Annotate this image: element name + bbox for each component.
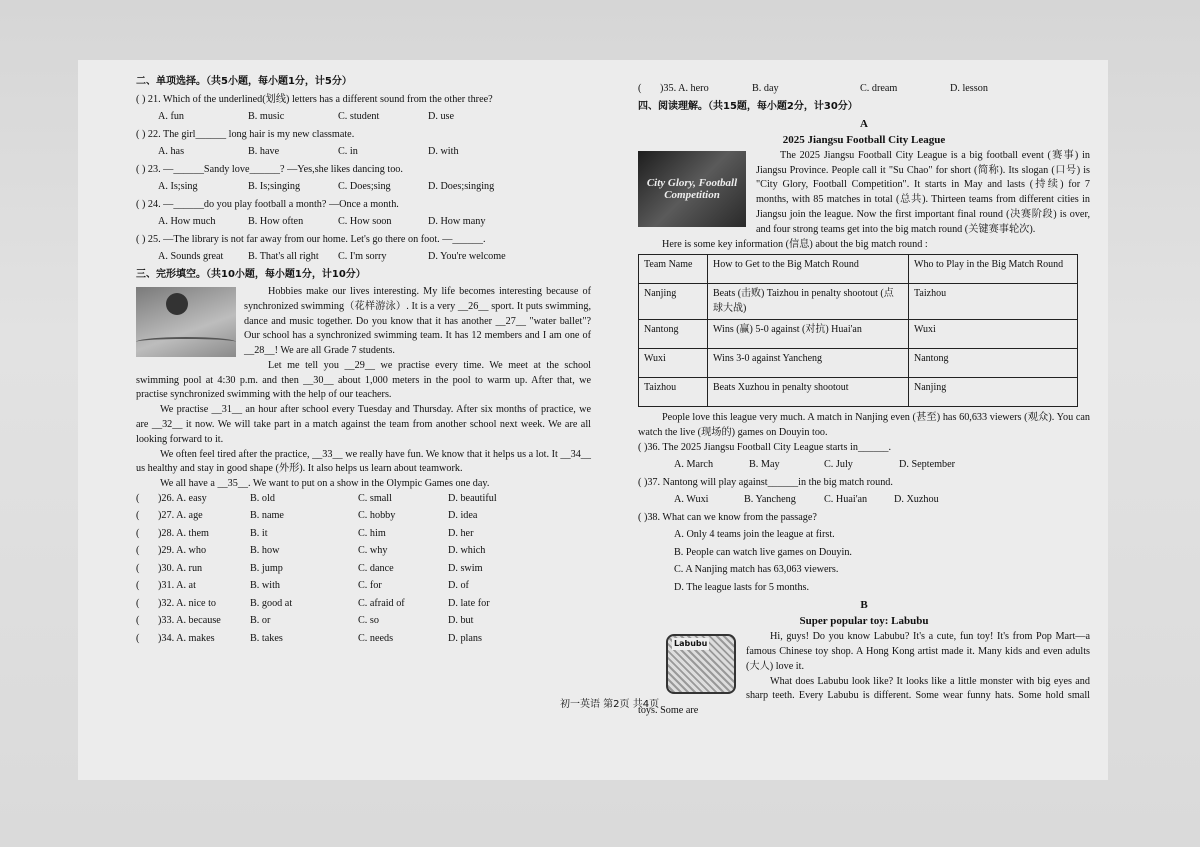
option-row-35: ( )35. A. hero B. day C. dream D. lesson (638, 83, 988, 94)
option-row-30: ( )30. A. run B. jump C. dance D. swim (136, 562, 483, 574)
match-info-table (638, 254, 1078, 407)
option-row-27: ( )27. A. age B. name C. hobby D. idea (136, 510, 478, 522)
table-row: Nantong Wins (赢) 5-0 against (对抗) Huai'an Wuxi (639, 320, 1078, 349)
labubu-image: Labubu (666, 634, 736, 694)
table-header-row (639, 255, 1078, 284)
question-36-options: A. March B. May C. July D. September (674, 459, 956, 471)
question-25-options: A. Sounds great B. That's all right C. I'm sorry D. You're welcome (158, 251, 506, 262)
question-38-option-d: D. The league lasts for 5 months. (674, 581, 810, 593)
passage-b-label: B (860, 599, 868, 612)
question-38: ( )38. What can we know from the passage? (638, 511, 817, 523)
question-38-option-c: C. A Nanjing match has 63,063 viewers. (674, 564, 839, 576)
league-banner-image: City Glory, Football Competition (638, 151, 746, 227)
table-header: Who to Play in the Big Match Round (909, 255, 1078, 284)
option-row-32: ( )32. A. nice to B. good at C. afraid of D. late for (136, 597, 490, 609)
question-38-option-b: B. People can watch live games on Douyin. (674, 546, 852, 558)
passage-b-paragraph-2: What does Labubu look like? It looks like a little monster with big eyes and sharp teeth. Every Labubu is different. Some wear funny hats. Some hold small toys. Some are (638, 675, 1090, 717)
passage-a-title: 2025 Jiangsu Football City League (782, 133, 946, 146)
question-24: ( ) 24. —______do you play football a month? —Once a month. (136, 198, 399, 210)
passage-a (638, 149, 1090, 252)
section-4-heading: 四、阅读理解。（共15题，每小题2分，计30分） (638, 100, 858, 112)
question-38-option-a: A. Only 4 teams join the league at first. (674, 529, 835, 541)
question-22: ( ) 22. The girl______ long hair is my new classmate. (136, 128, 355, 140)
question-37: ( )37. Nantong will play against______in the big match round. (638, 476, 893, 488)
cloze-paragraph-1: Hobbies make our lives interesting. My life becomes interesting because of synchronized swimming（花样游泳）. It is a very __26__ sport. It puts swimming, dance and music together. Do you know that it has another __27__ "water ballet"? Our school has a synchronized swimming team. It has 12 members and I am one of __28__! We are all Grade 7 students. (244, 286, 591, 357)
right-column (638, 82, 1090, 719)
passage-b-paragraph-1: Hi, guys! Do you know Labubu? It's a cute, fun toy! It's from Pop Mart—a famous Chinese toy shop. A Hong Kong artist made it. Many kids and even adults (大人) love it. (746, 631, 1090, 672)
passage-a-paragraph-3: People love this league very much. A match in Nanjing even (甚至) has 60,633 viewers (观众). You can watch the live (现场的) games on Douyin too. (638, 412, 1090, 439)
cloze-options (136, 492, 591, 650)
table-header: How to Get to the Big Match Round (708, 255, 909, 284)
cloze-paragraph-2: Let me tell you __29__ we practise every time. We meet at the school swimming pool at 4:30 p.m. and then __30__ about 1,000 meters in the pool to warm up. After that, we practise synchronized swimming with the help of our teachers. (136, 359, 591, 401)
option-row-29: ( )29. A. who B. how C. why D. which (136, 545, 486, 557)
question-21-options: A. fun B. music C. student D. use (158, 111, 455, 122)
option-row-31: ( )31. A. at B. with C. for D. of (136, 580, 469, 592)
option-row-26: ( )26. A. easy B. old C. small D. beautiful (136, 492, 497, 504)
page-footer: 初一英语 第2页 共4页 (560, 699, 660, 710)
question-23: ( ) 23. —______Sandy love______? —Yes,she likes dancing too. (136, 163, 403, 175)
section-2-heading: 二、单项选择。（共5小题，每小题1分，计5分） (136, 76, 352, 87)
passage-a-paragraph-1: The 2025 Jiangsu Football City League is a big football event (赛事) in Jiangsu Province. People call it "Su Chao" for short (简称). Its slogan (口号) is "City Glory, Football Competition". It starts in May and lasts (持续) for 7 months, with 85 matches in total (总共). Thirteen teams from different cities in Jiangsu join the league. Now the first important final round (决赛阶段) is over, and four strong teams get into the big match round (关键赛事轮次). (756, 149, 1090, 235)
question-24-options: A. How much B. How often C. How soon D. How many (158, 216, 486, 227)
cloze-passage (136, 285, 591, 492)
table-row: Wuxi Wins 3-0 against Yancheng Nantong (639, 349, 1078, 378)
cloze-paragraph-3: We practise __31__ an hour after school every Tuesday and Thursday. After six months of practice, we are __32__ it now. We will take part in a match against the team from another school next week. We are all looking forward to it. (136, 404, 591, 445)
passage-b-title: Super popular toy: Labubu (799, 615, 929, 628)
question-25: ( ) 25. —The library is not far away from our home. Let's go there on foot. —______. (136, 233, 486, 245)
table-header: Team Name (639, 255, 708, 284)
question-21: ( ) 21. Which of the underlined(划线) letters has a different sound from the other three? (136, 93, 493, 105)
table-row: Nanjing Beats (击败) Taizhou in penalty shootout (点球大战) Taizhou (639, 284, 1078, 320)
cloze-paragraph-4: We often feel tired after the practice, __33__ we really have fun. We know that it helps us a lot. It __34__ us healthy and stay in good shape (外形). It also helps us learn about teamwork. (136, 448, 591, 475)
question-36: ( )36. The 2025 Jiangsu Football City League starts in______. (638, 441, 892, 453)
option-row-33: ( )33. A. because B. or C. so D. but (136, 615, 474, 627)
cloze-paragraph-5: We all have a __35__. We want to put on a show in the Olympic Games one day. (160, 478, 490, 490)
option-row-34: ( )34. A. makes B. takes C. needs D. plans (136, 632, 482, 644)
swimmer-illustration (136, 287, 236, 357)
passage-a-paragraph-2: Here is some key information (信息) about the big match round : (662, 238, 928, 250)
left-column (136, 75, 591, 649)
option-row-28: ( )28. A. them B. it C. him D. her (136, 527, 474, 539)
question-23-options: A. Is;sing B. Is;singing C. Does;sing D. Does;singing (158, 181, 495, 192)
question-37-options: A. Wuxi B. Yancheng C. Huai'an D. Xuzhou (674, 494, 939, 506)
table-row: Taizhou Beats Xuzhou in penalty shootout Nanjing (639, 378, 1078, 407)
question-22-options: A. has B. have C. in D. with (158, 146, 459, 157)
passage-b (638, 630, 1090, 719)
section-3-heading: 三、完形填空。（共10小题，每小题1分，计10分） (136, 268, 366, 280)
passage-a-label: A (860, 118, 868, 130)
